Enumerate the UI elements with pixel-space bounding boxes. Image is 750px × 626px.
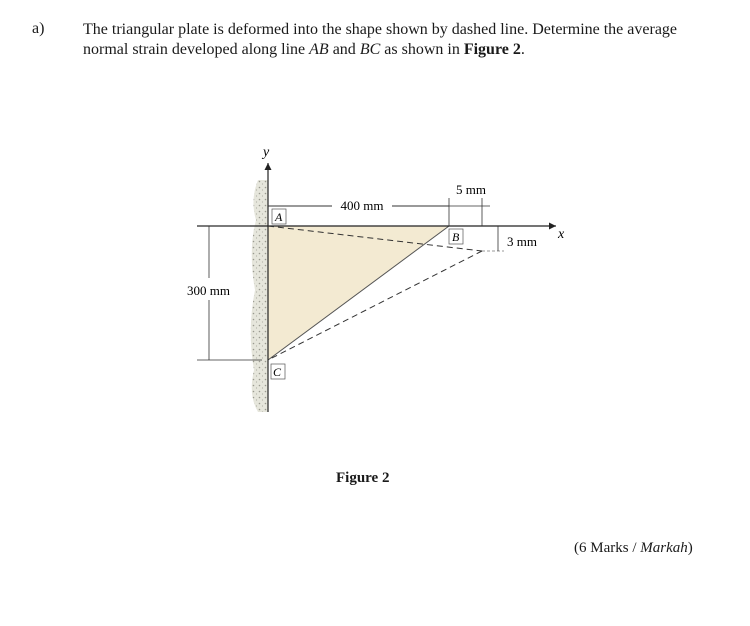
y-axis-label: y	[263, 145, 270, 160]
question-text-part1: The triangular plate is deformed into the shape shown by dashed line. Determine the average normal strain developed along line	[83, 21, 678, 58]
question-text-part4: .	[520, 41, 525, 58]
x-axis-arrow	[549, 223, 556, 230]
figure-caption: Figure 2	[336, 470, 390, 486]
question-text-part2: and	[328, 41, 360, 58]
point-b-label: B	[452, 230, 460, 244]
triangular-plate	[268, 226, 449, 360]
dim-400-label: 400 mm	[340, 198, 384, 213]
line-bc-label: BC	[359, 41, 381, 58]
dim-300-label: 300 mm	[187, 283, 230, 298]
question-label: a)	[32, 20, 45, 37]
y-axis-arrow	[265, 163, 272, 170]
dim-3-label: 3 mm	[507, 234, 537, 249]
figure-reference: Figure 2	[463, 41, 521, 58]
dim-5-label: 5 mm	[456, 182, 486, 197]
line-ab-label: AB	[309, 41, 329, 58]
marks-suffix: )	[687, 540, 693, 556]
x-axis-label: x	[558, 227, 565, 242]
marks-note	[574, 540, 693, 557]
marks-prefix: (6 Marks /	[574, 540, 641, 556]
question-text-part3: as shown in	[380, 41, 464, 58]
marks-italic: Markah	[640, 540, 688, 556]
point-c-label: C	[273, 365, 282, 379]
wall-support	[251, 180, 268, 412]
point-a-label: A	[275, 210, 283, 224]
